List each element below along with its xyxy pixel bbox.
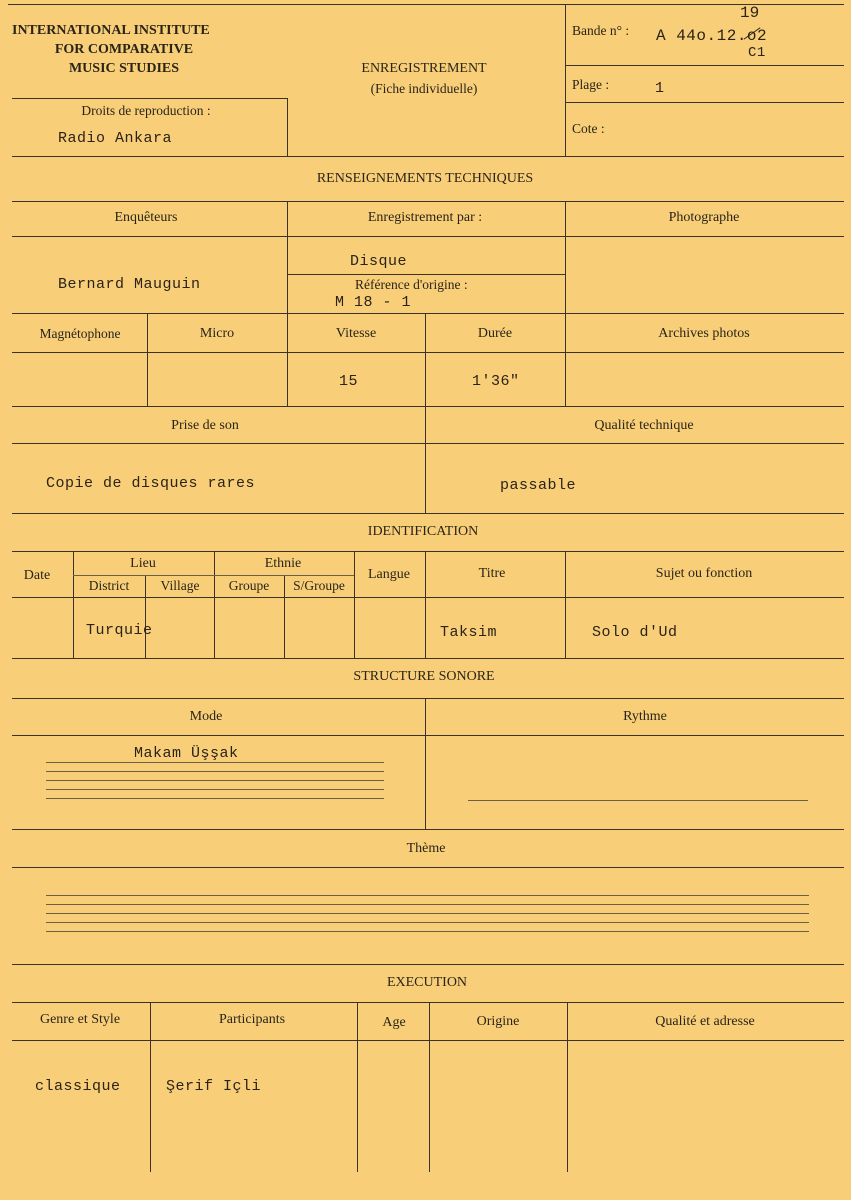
form-title: ENREGISTREMENT <box>361 61 487 76</box>
ident-bottom-rule <box>12 658 844 659</box>
institute-line-3: MUSIC STUDIES <box>68 61 180 76</box>
bande-label: Bande n° : <box>572 23 630 38</box>
micro-label: Micro <box>199 326 235 341</box>
village-label: Village <box>160 578 200 593</box>
exec-title-rule <box>12 1002 844 1003</box>
lieu-label: Lieu <box>130 556 156 571</box>
rights-value: Radio Ankara <box>58 130 173 147</box>
date-label: Date <box>23 568 51 583</box>
langue-label: Langue <box>368 567 410 582</box>
tech-disque-rule <box>287 274 565 275</box>
mag-bottom-rule <box>12 406 844 407</box>
form-subtitle: (Fiche individuelle) <box>370 81 478 96</box>
mag-col-2 <box>287 313 288 406</box>
tech-row-rule <box>12 313 844 314</box>
struct-section-title: STRUCTURE SONORE <box>353 669 495 684</box>
exec-head-rule <box>12 1040 844 1041</box>
ident-sub-rule <box>73 575 354 576</box>
exec-col-4 <box>567 1002 568 1172</box>
theme-line-5 <box>46 931 809 932</box>
participants-value: Şerif Içli <box>166 1078 262 1095</box>
district-value: Turquie <box>86 622 153 639</box>
participants-label: Participants <box>218 1012 286 1027</box>
institute-line-1: INTERNATIONAL INSTITUTE <box>12 23 210 38</box>
enqueteurs-label: Enquêteurs <box>114 210 178 225</box>
ident-col-lieu <box>145 575 146 658</box>
titre-label: Titre <box>478 566 506 581</box>
ident-col-date <box>73 551 74 658</box>
rights-top-rule <box>12 98 287 99</box>
ident-col-groupe <box>284 575 285 658</box>
reference-value: M 18 - 1 <box>335 294 412 311</box>
vitesse-value: 15 <box>339 373 359 390</box>
tech-title-rule <box>12 201 844 202</box>
theme-head-rule <box>12 867 844 868</box>
plage-label: Plage : <box>572 77 610 92</box>
prise-bottom-rule <box>12 513 844 514</box>
mode-label: Mode <box>189 709 223 724</box>
rythme-label: Rythme <box>623 709 667 724</box>
sgroupe-label: S/Groupe <box>293 578 345 593</box>
mag-col-3 <box>425 313 426 406</box>
enregistrement-label: Enregistrement par : <box>367 210 483 225</box>
plage-value: 1 <box>655 80 665 97</box>
magnetophone-label: Magnétophone <box>39 326 121 341</box>
groupe-label: Groupe <box>228 578 270 593</box>
header-divider-right <box>565 4 566 156</box>
mode-line-4 <box>46 789 384 790</box>
theme-bottom-rule <box>12 964 844 965</box>
prise-head-rule <box>12 443 844 444</box>
struct-col <box>425 698 426 829</box>
mag-head-rule <box>12 352 844 353</box>
rights-divider <box>287 98 288 156</box>
prise-value: Copie de disques rares <box>46 475 256 492</box>
header-bande-rule <box>565 65 844 66</box>
mode-line-3 <box>46 780 384 781</box>
mode-line-2 <box>46 771 384 772</box>
titre-value: Taksim <box>440 624 498 641</box>
tech-col-1 <box>287 201 288 313</box>
struct-bottom-rule <box>12 829 844 830</box>
cote-label: Cote : <box>572 121 605 136</box>
tech-col-2 <box>565 201 566 313</box>
genre-value: classique <box>35 1078 121 1095</box>
rights-label: Droits de reproduction : <box>81 103 211 118</box>
tech-section-title: RENSEIGNEMENTS TECHNIQUES <box>316 171 534 186</box>
origine-label: Origine <box>476 1014 520 1029</box>
mode-value: Makam Üşşak <box>134 745 239 762</box>
enqueteurs-value: Bernard Mauguin <box>58 276 201 293</box>
ident-col-ethnie <box>214 551 215 658</box>
exec-section-title: EXECUTION <box>386 975 468 990</box>
district-label: District <box>88 578 130 593</box>
bande-suffix: C1 <box>748 45 766 61</box>
struct-head-rule <box>12 735 844 736</box>
mode-line-1 <box>46 762 384 763</box>
header-plage-rule <box>565 102 844 103</box>
archives-label: Archives photos <box>658 326 750 341</box>
theme-line-2 <box>46 904 809 905</box>
genre-label: Genre et Style <box>39 1012 121 1027</box>
ident-col-titre <box>425 551 426 658</box>
ethnie-label: Ethnie <box>264 556 302 571</box>
ident-col-langue <box>354 551 355 658</box>
duree-value: 1'36" <box>472 373 520 390</box>
top-border <box>8 4 844 5</box>
bande-correction: 19 <box>740 4 760 22</box>
mag-col-4 <box>565 313 566 406</box>
qualite-value: passable <box>500 477 577 494</box>
prise-col <box>425 406 426 513</box>
institute-line-2: FOR COMPARATIVE <box>54 42 194 57</box>
bande-value: A 44o.12.o2 <box>656 27 768 45</box>
mag-col-1 <box>147 313 148 406</box>
age-label: Age <box>382 1015 406 1030</box>
struct-title-rule <box>12 698 844 699</box>
rythme-line <box>468 800 808 801</box>
ident-section-title: IDENTIFICATION <box>367 524 479 539</box>
vitesse-label: Vitesse <box>335 326 377 341</box>
ident-title-rule <box>12 551 844 552</box>
sujet-label: Sujet ou fonction <box>655 566 753 581</box>
exec-col-1 <box>150 1002 151 1172</box>
exec-col-3 <box>429 1002 430 1172</box>
qualite-adresse-label: Qualité et adresse <box>655 1014 755 1029</box>
theme-label: Thème <box>406 841 446 856</box>
photographe-label: Photographe <box>668 210 740 225</box>
mode-line-5 <box>46 798 384 799</box>
ident-col-sujet <box>565 551 566 658</box>
theme-line-1 <box>46 895 809 896</box>
qualite-label: Qualité technique <box>594 418 694 433</box>
theme-line-4 <box>46 922 809 923</box>
tech-head-rule <box>12 236 844 237</box>
duree-label: Durée <box>477 326 513 341</box>
enregistrement-value: Disque <box>350 253 408 270</box>
sujet-value: Solo d'Ud <box>592 624 678 641</box>
prise-label: Prise de son <box>171 418 239 433</box>
exec-col-2 <box>357 1002 358 1172</box>
reference-label: Référence d'origine : <box>355 277 468 292</box>
theme-line-3 <box>46 913 809 914</box>
header-bottom-rule <box>12 156 844 157</box>
ident-head-rule <box>12 597 844 598</box>
